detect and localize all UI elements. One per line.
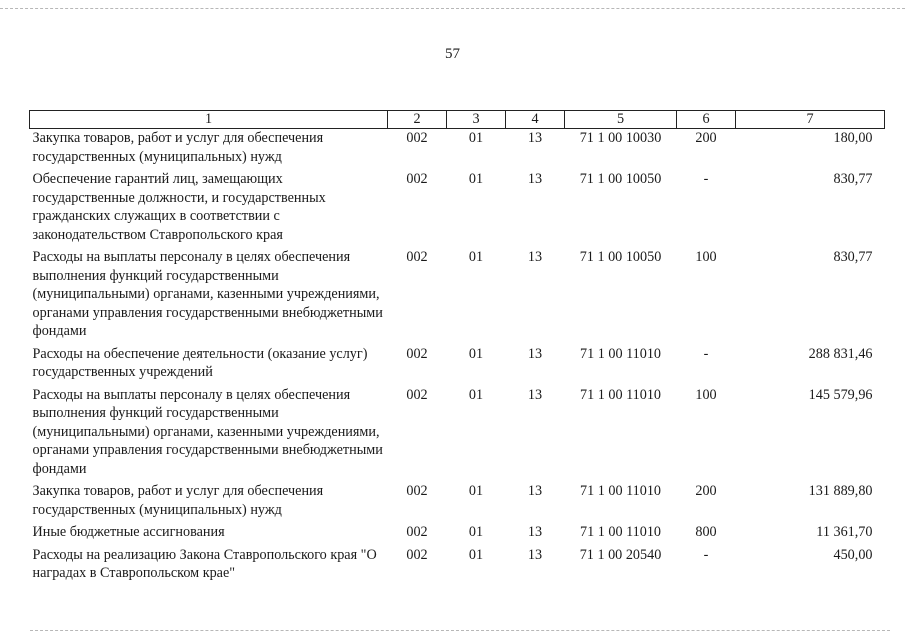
row-target-article: 71 1 00 10050 [579, 249, 662, 265]
row-section-code: 01 [468, 546, 484, 563]
row-subsection-code: 13 [527, 249, 543, 265]
row-target-article: 71 1 00 11010 [579, 524, 662, 540]
scan-edge-top [0, 8, 905, 10]
row-ministry-code: 002 [406, 524, 428, 540]
row-name: Расходы на обеспечение деятельности (оказание услуг) государственных учреждений [32, 345, 368, 380]
table-row [30, 345, 885, 386]
row-ministry-code: 002 [406, 130, 428, 146]
row-amount: 450,00 [833, 546, 873, 563]
row-target-article: 71 1 00 20540 [579, 546, 662, 563]
row-subsection-code: 13 [527, 546, 543, 563]
header-row [30, 111, 885, 129]
table-row [30, 248, 885, 345]
row-expense-type: 800 [695, 524, 717, 540]
row-amount: 180,00 [833, 130, 873, 146]
row-expense-type: 200 [695, 483, 717, 499]
row-subsection-code: 13 [527, 130, 543, 146]
table-header [30, 111, 885, 129]
row-amount: 830,77 [833, 171, 873, 187]
row-section-code: 01 [468, 249, 484, 265]
row-name: Обеспечение гарантий лиц, замещающих государственные должности, и государственных гражданских служащих в соответствии с законодательством Ставропольского края [32, 171, 326, 243]
row-subsection-code: 13 [527, 345, 543, 362]
row-amount: 145 579,96 [808, 386, 873, 403]
table-row [30, 482, 885, 523]
row-name: Иные бюджетные ассигнования [32, 524, 225, 540]
row-name: Расходы на выплаты персоналу в целях обеспечения выполнения функций государственными (муниципальными) органами, казенными учреждениями, органами управления государственными внебюджетными фондами [32, 249, 383, 339]
row-name: Закупка товаров, работ и услуг для обеспечения государственных (муниципальных) нужд [32, 130, 324, 165]
row-subsection-code: 13 [527, 483, 543, 499]
row-section-code: 01 [468, 386, 484, 403]
row-section-code: 01 [468, 524, 484, 540]
row-expense-type: - [703, 171, 709, 187]
row-amount: 11 361,70 [816, 524, 873, 540]
row-section-code: 01 [468, 483, 484, 499]
table-body [30, 129, 885, 587]
table-row [30, 523, 885, 546]
header-cell-4: 4 [506, 111, 565, 129]
row-target-article: 71 1 00 11010 [579, 483, 662, 499]
row-name: Закупка товаров, работ и услуг для обеспечения государственных (муниципальных) нужд [32, 483, 324, 518]
header-cell-1: 1 [30, 111, 388, 129]
row-section-code: 01 [468, 345, 484, 362]
row-subsection-code: 13 [527, 171, 543, 187]
row-ministry-code: 002 [406, 345, 428, 362]
row-expense-type: 100 [695, 249, 717, 265]
row-amount: 830,77 [833, 249, 873, 265]
row-expense-type: 100 [695, 386, 717, 403]
table-row [30, 129, 885, 171]
row-section-code: 01 [468, 130, 484, 146]
header-cell-6: 6 [677, 111, 736, 129]
table-row [30, 170, 885, 248]
row-amount: 288 831,46 [808, 345, 873, 362]
header-cell-7: 7 [736, 111, 885, 129]
row-amount: 131 889,80 [808, 483, 873, 499]
row-section-code: 01 [468, 171, 484, 187]
header-cell-3: 3 [447, 111, 506, 129]
table-row [30, 546, 885, 587]
row-target-article: 71 1 00 11010 [579, 386, 662, 403]
row-ministry-code: 002 [406, 483, 428, 499]
row-name: Расходы на выплаты персоналу в целях обеспечения выполнения функций государственными (муниципальными) органами, казенными учреждениями, органами управления государственными внебюджетными фондами [32, 386, 383, 477]
row-target-article: 71 1 00 10030 [579, 130, 662, 146]
row-expense-type: 200 [695, 130, 717, 146]
scan-edge-bottom [30, 630, 890, 632]
row-ministry-code: 002 [406, 546, 428, 563]
row-ministry-code: 002 [406, 386, 428, 403]
header-cell-2: 2 [388, 111, 447, 129]
page-number: 57 [445, 46, 460, 62]
budget-table [29, 110, 885, 587]
row-name: Расходы на реализацию Закона Ставропольского края "О наградах в Ставропольском крае" [32, 546, 377, 581]
row-expense-type: - [703, 546, 709, 563]
row-target-article: 71 1 00 10050 [579, 171, 662, 187]
table-row [30, 386, 885, 483]
row-target-article: 71 1 00 11010 [579, 345, 662, 362]
header-cell-5: 5 [565, 111, 677, 129]
row-ministry-code: 002 [406, 171, 428, 187]
row-subsection-code: 13 [527, 524, 543, 540]
row-ministry-code: 002 [406, 249, 428, 265]
row-subsection-code: 13 [527, 386, 543, 403]
row-expense-type: - [703, 345, 709, 362]
